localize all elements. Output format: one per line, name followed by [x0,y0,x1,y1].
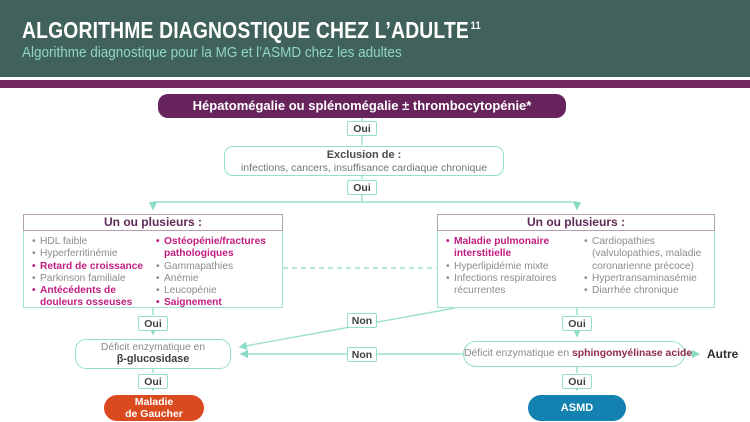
yes-label-left: Oui [138,316,168,331]
result-gaucher-line1: Maladie [134,396,174,408]
criteria-item: • Parkinson familiale [32,272,126,284]
yes-label-2: Oui [347,180,377,195]
criteria-column [156,236,278,307]
yes-label-1: Oui [347,121,377,136]
page-title: ALGORITHME DIAGNOSTIQUE CHEZ L’ADULTE $^{11}$ [22,17,481,43]
header [0,0,750,77]
exclusion-detail: infections, cancers, insuffisance cardiaque chronique [240,162,488,174]
yes-label-right-2: Oui [562,374,592,389]
criteria-column [446,236,578,307]
criteria-item: • Hypertransaminasémie [584,272,697,284]
criteria-item: • Hyperlipidémie mixte [446,260,549,272]
criteria-item: • Leucopénie [156,285,217,297]
enzyme-test-gaucher-line1: Déficit enzymatique en [100,342,206,353]
criteria-item: • Antécédents de douleurs osseuses [32,285,133,307]
reference-superscript: 11 [470,20,481,32]
page-subtitle: Algorithme diagnostique pour la MG et l’ASMD chez les adultes [22,44,402,61]
enzyme-test-gaucher [75,339,231,369]
enzyme-test-asmd-enzyme: sphingomyélinase acide [572,348,693,359]
result-gaucher-line2: de Gaucher [125,408,183,420]
enzyme-test-asmd [463,341,693,367]
exclusion-box [224,146,504,176]
criteria-item: • Saignement [156,297,222,307]
enzyme-test-gaucher-line2: β-glucosidase [116,353,190,365]
accent-stripe [0,80,750,88]
other-label: Autre [707,347,739,361]
yes-label-right: Oui [562,316,592,331]
enzyme-test-asmd-prefix: Déficit enzymatique en [464,348,573,359]
criteria-box-gaucher [23,214,283,308]
exclusion-title: Exclusion de : [326,149,402,161]
criteria-item: • Cardiopathies (valvulopathies, maladie coronarienne précoce) [584,236,702,272]
criteria-column [584,236,710,307]
yes-label-left-2: Oui [138,374,168,389]
no-label-1: Non [347,313,377,328]
root-condition-box: Hépatomégalie ou splénomégalie ± thrombocytopénie* [158,94,566,118]
criteria-item: • Anémie [156,272,199,284]
criteria-item: • Retard de croissance [32,260,144,272]
result-gaucher [104,395,204,421]
criteria-header: Un ou plusieurs : [437,214,715,231]
criteria-item: • Ostéopénie/fractures pathologiques [156,236,266,260]
criteria-item: • Infections respiratoires récurrentes [446,272,557,297]
criteria-item: • Gammapathies [156,260,234,272]
criteria-item: • HDL faible [32,236,88,247]
criteria-item: • Hyperferritinémie [32,248,118,260]
result-asmd: ASMD [528,395,626,421]
criteria-header: Un ou plusieurs : [23,214,283,231]
criteria-box-asmd [437,214,715,308]
criteria-column [32,236,150,307]
no-label-2: Non [347,347,377,362]
criteria-item: • Diarrhée chronique [584,285,679,297]
criteria-item: • Maladie pulmonaire interstitielle [446,236,550,260]
